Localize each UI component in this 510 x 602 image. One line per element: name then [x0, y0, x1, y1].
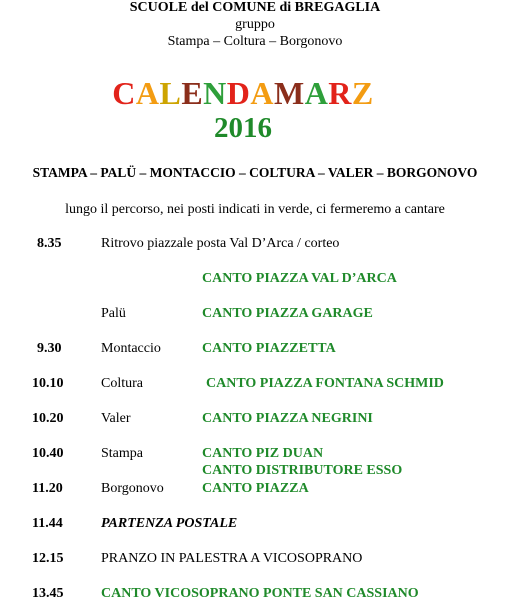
- schedule-time: 9.30: [37, 341, 62, 356]
- schedule-time: 12.15: [32, 551, 64, 566]
- schedule-song: CANTO PIAZZETTA: [202, 341, 336, 356]
- title-letter: C: [112, 75, 136, 111]
- schedule-time: 13.45: [32, 586, 64, 601]
- schedule-song: CANTO PIAZZA NEGRINI: [202, 411, 373, 426]
- calendamarz-title: [0, 75, 498, 112]
- schedule-place: Stampa: [101, 446, 143, 461]
- schedule-place: Borgonovo: [101, 481, 164, 496]
- title-letter: R: [328, 75, 352, 111]
- schedule-song: CANTO DISTRIBUTORE ESSO: [202, 463, 403, 478]
- title-letter: Z: [351, 75, 374, 111]
- schedule-song: CANTO PIAZZA: [202, 481, 309, 496]
- schedule-time: 10.40: [32, 446, 64, 461]
- schedule-place: Coltura: [101, 376, 143, 391]
- schedule-song: CANTO VICOSOPRANO PONTE SAN CASSIANO: [101, 586, 419, 601]
- towns-label: Stampa – Coltura – Borgonovo: [167, 34, 343, 49]
- schedule-song: CANTO PIAZZA GARAGE: [202, 306, 373, 321]
- schedule-song: CANTO PIAZZA VAL D’ARCA: [202, 271, 397, 286]
- schedule-time: 11.44: [32, 516, 63, 531]
- schedule-time: 10.10: [32, 376, 64, 391]
- schedule-time: 8.35: [37, 236, 62, 251]
- title-letter: N: [203, 75, 227, 111]
- title-letter: A: [250, 75, 274, 111]
- schedule-place: Valer: [101, 411, 131, 426]
- title-letter: A: [135, 75, 160, 111]
- schedule-time: 10.20: [32, 411, 64, 426]
- title-letter: E: [181, 75, 204, 111]
- title-letter: D: [226, 75, 251, 111]
- title-letter: M: [273, 75, 305, 111]
- route-line: STAMPA – PALÜ – MONTACCIO – COLTURA – VALER – BORGONOVO: [32, 165, 478, 180]
- title-letter: L: [159, 75, 182, 111]
- intro-note: lungo il percorso, nei posti indicati in verde, ci fermeremo a cantare: [65, 202, 445, 217]
- schedule-place: Palü: [101, 306, 126, 321]
- schedule-place: Ritrovo piazzale posta Val D’Arca / corteo: [101, 236, 340, 251]
- group-label: gruppo: [235, 17, 275, 32]
- schedule-song: CANTO PIAZZA FONTANA SCHMID: [206, 376, 444, 391]
- title-letter: A: [304, 75, 329, 111]
- schedule-song: CANTO PIZ DUAN: [202, 446, 324, 461]
- schedule-place: PARTENZA POSTALE: [101, 516, 238, 531]
- schedule-time: 11.20: [32, 481, 63, 496]
- title-year: 2016: [214, 112, 272, 144]
- schedule-place: Montaccio: [101, 341, 161, 356]
- school-header: SCUOLE del COMUNE di BREGAGLIA: [129, 0, 381, 15]
- schedule-place: PRANZO IN PALESTRA A VICOSOPRANO: [101, 551, 363, 566]
